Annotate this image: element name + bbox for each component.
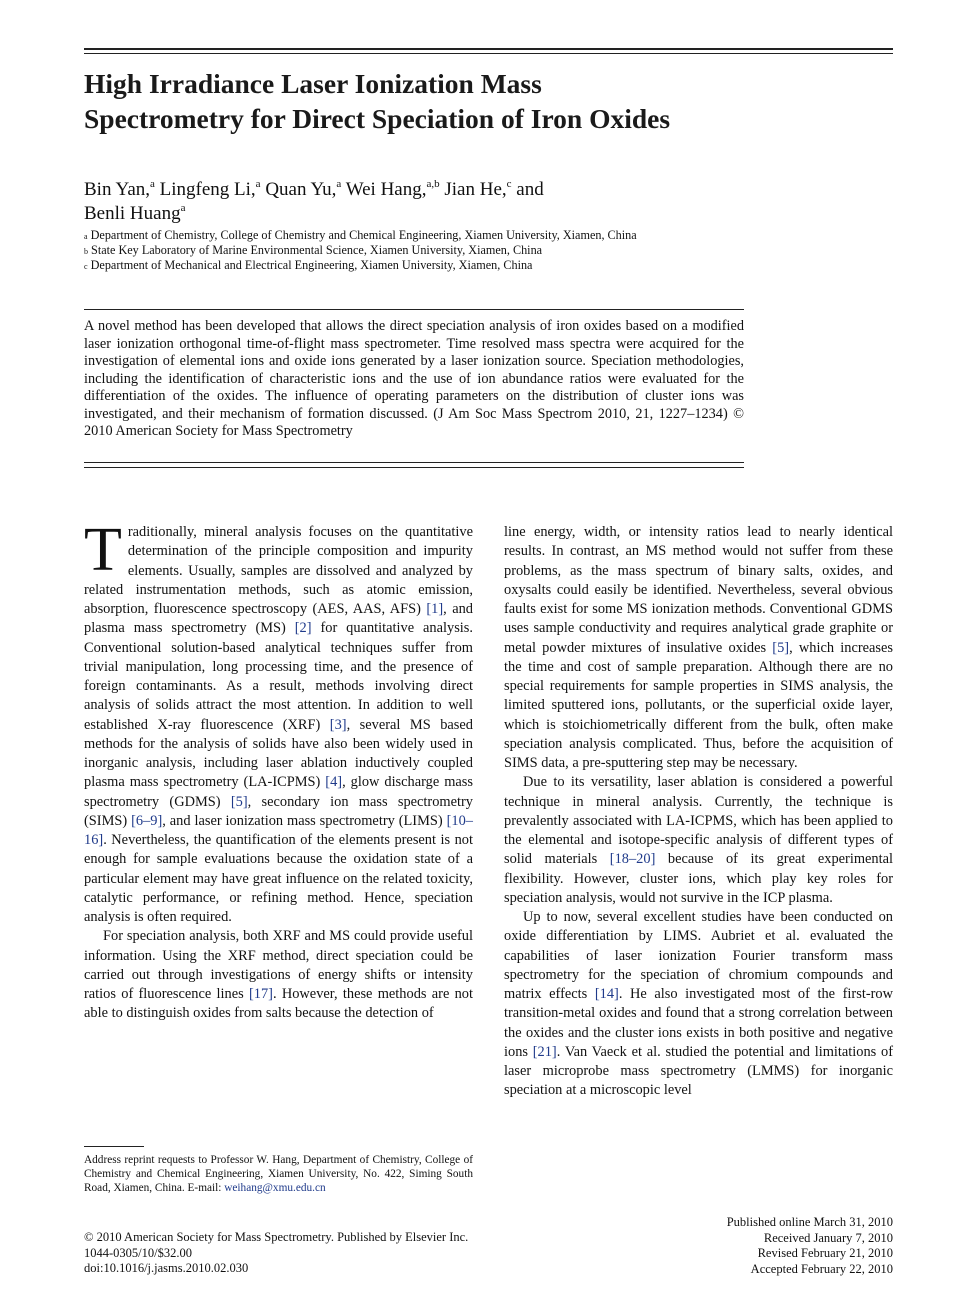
- title-line-2: Spectrometry for Direct Speciation of Iron Oxides: [84, 103, 671, 134]
- accepted-date: Accepted February 22, 2010: [750, 1261, 893, 1276]
- citation-link[interactable]: [10–16]: [84, 812, 473, 848]
- author-affiliation-mark: a: [255, 178, 261, 190]
- body-text: . He also investigated most of the first-row transition-metal oxides and found that a strong correlation between the oxides and the cluster ions exists in both positive and negative ions: [504, 986, 893, 1060]
- author-affiliation-mark: a,b: [426, 178, 440, 190]
- affiliation-list: [84, 228, 684, 273]
- citation-link[interactable]: [5]: [230, 793, 248, 810]
- affiliation-item: [84, 228, 684, 243]
- affiliation-item: [84, 243, 684, 258]
- abstract: A novel method has been developed that allows the direct speciation analysis of iron oxides based on a modified laser ionization orthogonal time-of-flight mass spectrometer. Time resolved mass spectra were acquired for the investigation of elemental ions and oxide ions generated by a laser ionization source. Speciation methodologies, including the identification of characteristic ions and the use of ion abundance ratios were evaluated for the differentiation of the oxides. The influence of operating parameters on the distribution of cluster ions was investigated, and their mechanism of formation discussed. (J Am Soc Mass Spectrom 2010, 21, 1227–1234) © 2010 American Society for Mass Spectrometry: [84, 318, 744, 439]
- body-text: line energy, width, or intensity ratios lead to nearly identical results. In contrast, an MS method would not suffer from these problems, as the mass spectrum of binary salts, oxides, and oxysalts could easily be identified. Nevertheless, several obvious faults exist for some MS ionization methods. Conventional GDMS uses sample conductivity and requires analytical grade graphite or metal powder mixtures of insulative oxides: [504, 524, 893, 656]
- body-text: Due to its versatility, laser ablation is considered a powerful technique in mineral analysis. Currently, the technique is prevalently associated with LA-ICPMS, which has been applied to the elemental and isotope-specific analysis of different types of solid materials: [504, 774, 893, 868]
- affiliation-text: Department of Mechanical and Electrical Engineering, Xiamen University, Xiamen, China: [90, 258, 533, 272]
- citation-link[interactable]: [4]: [325, 774, 343, 791]
- doi-line: doi:10.1016/j.jasms.2010.02.030: [84, 1261, 249, 1276]
- footnote-text: Address reprint requests to Professor W. Hang, Department of Chemistry, College of Chemistry and Chemical Engineering, Xiamen University, No. 422, Siming South Road, Xiamen, China. E-mail:: [84, 1154, 473, 1195]
- body-paragraph: [504, 523, 893, 773]
- citation-link[interactable]: [2]: [294, 620, 312, 637]
- top-rule-thick: [84, 48, 893, 50]
- copyright-line: © 2010 American Society for Mass Spectrometry. Published by Elsevier Inc.: [84, 1230, 469, 1244]
- affiliation-mark: c: [84, 262, 88, 271]
- correspondence-footnote: [84, 1153, 473, 1196]
- body-text: For speciation analysis, both XRF and MS could provide useful information. Using the XRF method, direct speciation could be carried out through investigations of energy shifts or intensity ratios of fluorescence lines: [84, 928, 473, 1002]
- author-affiliation-mark: a: [150, 178, 155, 190]
- issn-line: 1044-0305/10/$32.00: [84, 1245, 192, 1260]
- author-name: Jian He,: [444, 179, 507, 200]
- author-name: Wei Hang,: [345, 179, 427, 200]
- body-paragraph: [504, 908, 893, 1101]
- author-name: Bin Yan,: [84, 179, 150, 200]
- article-title: [84, 66, 784, 136]
- body-text: , glow discharge mass spectrometry (GDMS): [84, 774, 473, 810]
- citation-link[interactable]: [1]: [426, 601, 444, 617]
- body-column-right: [504, 523, 893, 1101]
- citation-link[interactable]: [3]: [329, 716, 347, 733]
- citation-link[interactable]: [6–9]: [131, 812, 163, 829]
- body-text: raditionally, mineral analysis focuses on the quantitative determination of the principle composition and impurity elements. Usually, samples are dissolved and analyzed by related instrumentation methods, such as atomic emission, absorption, fluorescence spectroscopy (AES, AAS, AFS): [84, 524, 473, 617]
- author-name: Lingfeng Li,: [159, 179, 256, 200]
- affiliation-item: [84, 258, 684, 273]
- body-paragraph: [504, 773, 893, 908]
- published-online-date: Published online March 31, 2010: [726, 1215, 893, 1229]
- abstract-top-rule: [84, 309, 744, 310]
- citation-link[interactable]: [5]: [772, 639, 790, 656]
- author-affiliation-mark: a: [180, 202, 186, 214]
- body-text: . However, these methods are not able to distinguish oxides from salts because the detection of: [84, 986, 474, 1022]
- body-text: for quantitative analysis. Conventional solution-based analytical techniques suffer from trivial manipulation, long processing time, and the presence of foreign contaminants. As a result, methods involving direct analysis of solids attract the most attention. In addition to well established X-ray fluorescence (XRF): [84, 620, 473, 733]
- received-date: Received January 7, 2010: [763, 1230, 893, 1245]
- author-affiliation-mark: c: [506, 178, 512, 190]
- top-rule-thin: [84, 53, 893, 54]
- body-text: , and plasma mass spectrometry (MS): [84, 601, 473, 637]
- article-dates: [727, 1215, 893, 1277]
- citation-link[interactable]: [17]: [248, 986, 273, 1002]
- body-text: , which increases the time and cost of sample preparation. Although there are no special requirements for sample properties in SIMS analysis, the limited sputtered ions, pollutants, or the superficial oxide layer, which is stoichiometrically different from the bulk, often make speciation analysis complicated. Thus, before the acquisition of SIMS data, a pre-sputtering step may be necessary.: [504, 639, 893, 771]
- citation-link[interactable]: [21]: [532, 1043, 557, 1060]
- body-text: , several MS based methods for the analysis of solids have also been widely used in inorganic analysis, including laser ablation inductively coupled plasma mass spectrometry (LA-ICPMS): [84, 716, 473, 791]
- body-text: Up to now, several excellent studies have been conducted on oxide differentiation by LIMS. Aubriet et al. evaluated the capabilities of laser ionization Fourier transform mass spectrometry for the speciation of chromium compounds and matrix effects: [504, 909, 893, 1002]
- footnote-email-link[interactable]: weihang@xmu.edu.cn: [224, 1182, 326, 1195]
- author-name: Quan Yu,: [265, 179, 337, 200]
- affiliation-text: State Key Laboratory of Marine Environmental Science, Xiamen University, Xiamen, China: [91, 243, 543, 257]
- body-text: because of its great experimental flexibility. However, cluster ions, which play key roles for speciation analysis, would not survive in the ICP plasma.: [504, 851, 893, 906]
- footnote-rule: [84, 1146, 144, 1147]
- author-name: Benli Huang: [84, 203, 181, 224]
- body-text: . Van Vaeck et al. studied the potential and limitations of laser microprobe mass spectrometry (LMMS) for inorganic speciation at a microscopic level: [504, 1043, 893, 1099]
- citation-link[interactable]: [18–20]: [609, 851, 656, 868]
- body-text: . Nevertheless, the quantification of the elements present is not enough for sample evaluations because the oxidation state of a particular element may have great influence on the related toxicity, catalytic performance, or refining method. Hence, speciation analysis is often required.: [84, 832, 473, 925]
- author-name: and: [516, 179, 544, 200]
- author-affiliation-mark: a: [336, 178, 342, 190]
- revised-date: Revised February 21, 2010: [757, 1246, 893, 1261]
- drop-cap: T: [84, 516, 122, 584]
- abstract-bottom-rule-1: [84, 462, 744, 463]
- abstract-bottom-rule-2: [84, 467, 744, 468]
- body-paragraph: [84, 516, 473, 927]
- affiliation-mark: a: [84, 232, 88, 241]
- publisher-info: [84, 1230, 468, 1277]
- body-column-left: [84, 516, 474, 1024]
- affiliation-text: Department of Chemistry, College of Chemistry and Chemical Engineering, Xiamen University, Xiamen, China: [90, 228, 637, 242]
- title-line-1: High Irradiance Laser Ionization Mass: [84, 68, 542, 99]
- body-text: , secondary ion mass spectrometry (SIMS): [84, 793, 473, 829]
- author-list: [84, 178, 724, 226]
- body-paragraph: [84, 927, 473, 1023]
- body-text: , and laser ionization mass spectrometry (LIMS): [162, 812, 447, 829]
- citation-link[interactable]: [14]: [594, 986, 619, 1002]
- affiliation-mark: b: [84, 247, 88, 256]
